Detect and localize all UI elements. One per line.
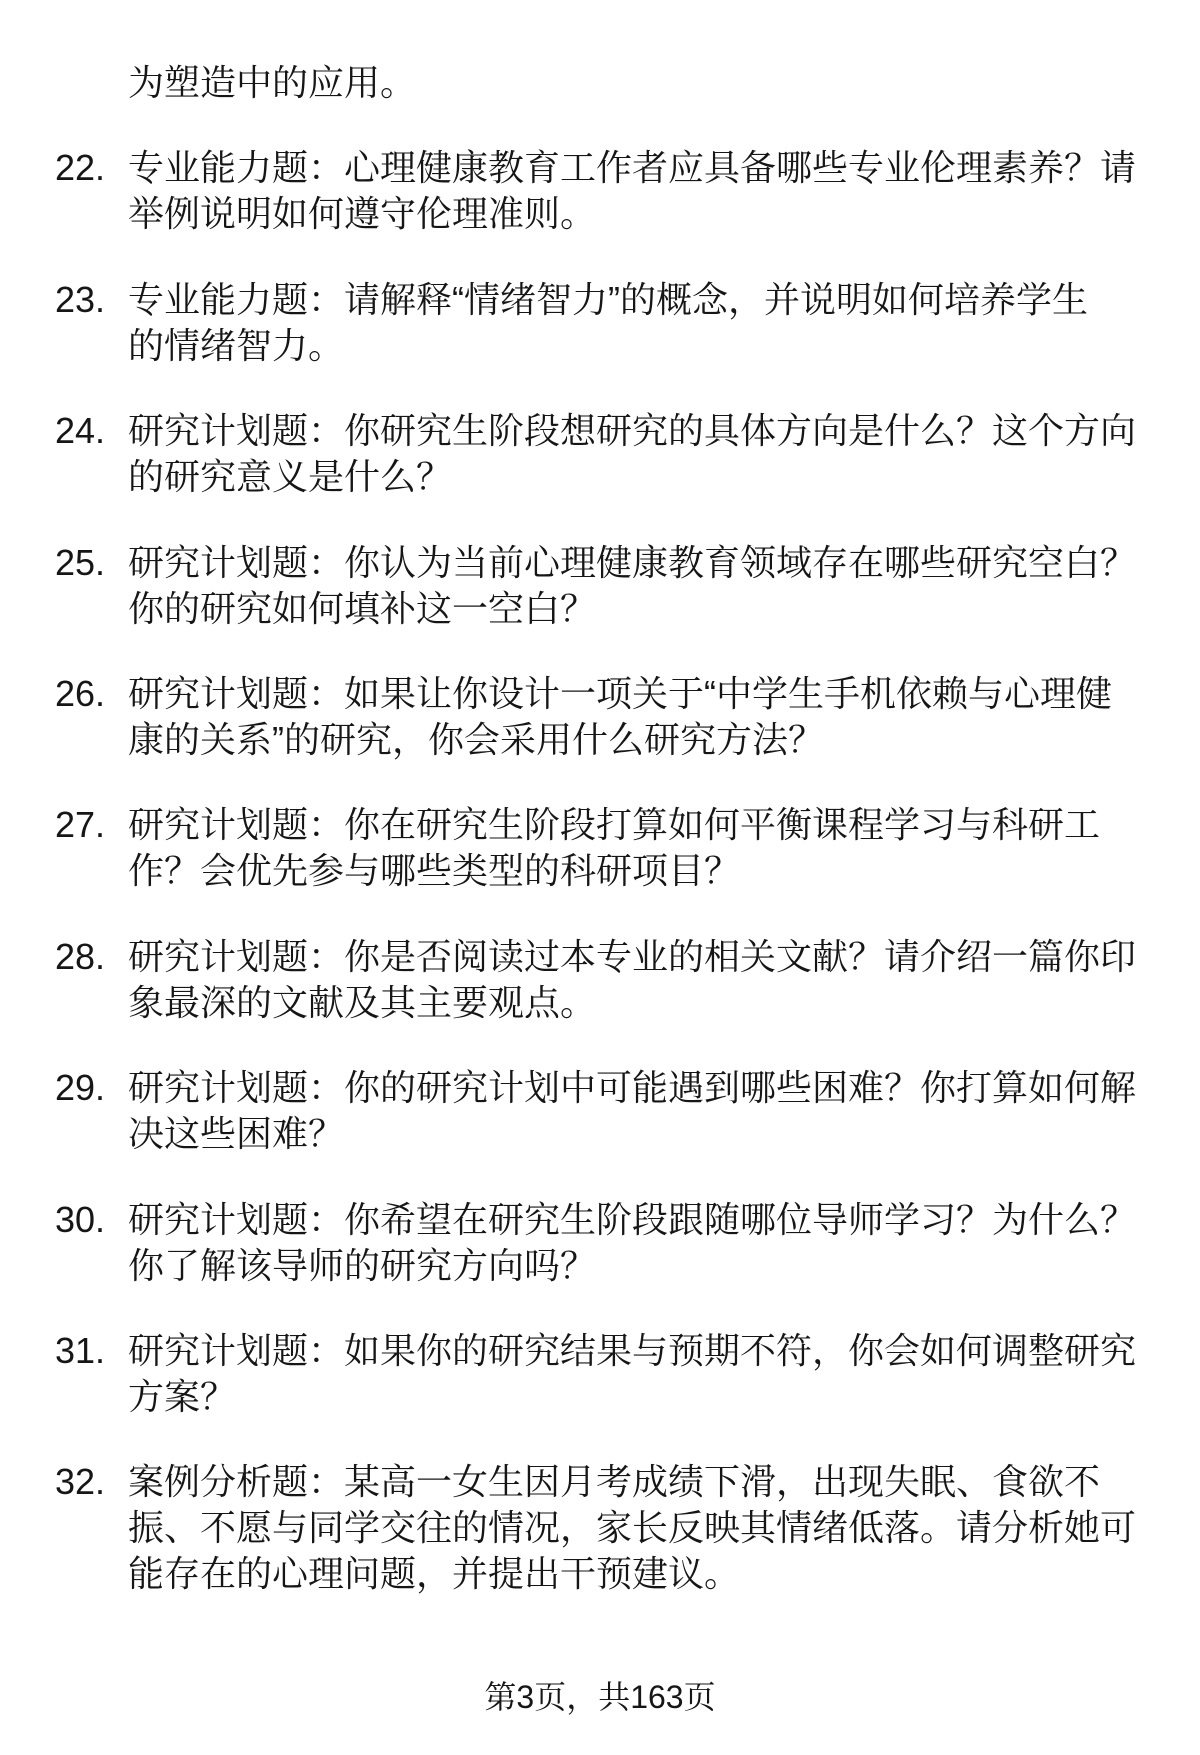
page-number-footer: 第3页，共163页 xyxy=(484,1679,716,1715)
question-item-32 xyxy=(0,1459,1200,1597)
question-number: 32. xyxy=(55,1461,106,1503)
question-text xyxy=(128,934,1200,1026)
question-item-22 xyxy=(0,145,1200,237)
question-line: 方案？ xyxy=(128,1375,237,1417)
question-number: 25. xyxy=(55,541,106,583)
question-line: 研究计划题：如果让你设计一项关于“中学生手机依赖与心理健 xyxy=(128,672,1112,714)
question-item-27 xyxy=(0,802,1200,894)
question-line: 决这些困难？ xyxy=(128,1113,345,1155)
question-line: 研究计划题：如果你的研究结果与预期不符，你会如何调整研究 xyxy=(128,1329,1137,1371)
question-text xyxy=(128,1328,1200,1420)
question-item-26 xyxy=(0,671,1200,763)
question-number: 26. xyxy=(55,672,106,714)
question-number: 30. xyxy=(55,1198,106,1240)
question-line: 的情绪智力。 xyxy=(128,324,345,366)
question-text xyxy=(128,671,1200,763)
question-line: 研究计划题：你在研究生阶段打算如何平衡课程学习与科研工 xyxy=(128,804,1101,846)
question-item-25 xyxy=(0,540,1200,632)
question-line: 研究计划题：你研究生阶段想研究的具体方向是什么？这个方向 xyxy=(128,410,1137,452)
question-number: 27. xyxy=(55,804,106,846)
question-text xyxy=(128,802,1200,894)
question-item-24 xyxy=(0,408,1200,500)
question-item-29 xyxy=(0,1065,1200,1157)
question-text xyxy=(128,277,1200,369)
question-line: 案例分析题：某高一女生因月考成绩下滑，出现失眠、食欲不 xyxy=(128,1461,1101,1503)
question-text xyxy=(128,1197,1200,1289)
question-line: 康的关系”的研究，你会采用什么研究方法？ xyxy=(128,718,824,760)
question-line: 专业能力题：心理健康教育工作者应具备哪些专业伦理素养？请 xyxy=(128,147,1137,189)
question-line: 你的研究如何填补这一空白？ xyxy=(128,587,597,629)
question-line: 专业能力题：请解释“情绪智力”的概念，并说明如何培养学生 xyxy=(128,278,1088,320)
question-line: 象最深的文献及其主要观点。 xyxy=(128,981,597,1023)
question-item-30 xyxy=(0,1197,1200,1289)
question-number: 31. xyxy=(55,1329,106,1371)
continued-text: 为塑造中的应用。 xyxy=(128,62,417,103)
question-line: 你了解该导师的研究方向吗？ xyxy=(128,1244,597,1286)
question-text xyxy=(128,1065,1200,1157)
question-text xyxy=(128,408,1200,500)
question-line: 的研究意义是什么？ xyxy=(128,456,453,498)
question-number: 24. xyxy=(55,410,106,452)
question-text xyxy=(128,540,1200,632)
question-number: 28. xyxy=(55,935,106,977)
question-line: 研究计划题：你希望在研究生阶段跟随哪位导师学习？为什么？ xyxy=(128,1198,1137,1240)
question-line: 举例说明如何遵守伦理准则。 xyxy=(128,193,597,235)
question-number: 29. xyxy=(55,1067,106,1109)
question-number: 23. xyxy=(55,278,106,320)
question-line: 研究计划题：你认为当前心理健康教育领域存在哪些研究空白？ xyxy=(128,541,1137,583)
question-text xyxy=(128,145,1200,237)
question-line: 研究计划题：你是否阅读过本专业的相关文献？请介绍一篇你印 xyxy=(128,935,1137,977)
document-page xyxy=(0,60,1200,1597)
question-number: 22. xyxy=(55,147,106,189)
question-line: 作？会优先参与哪些类型的科研项目？ xyxy=(128,850,741,892)
question-line: 研究计划题：你的研究计划中可能遇到哪些困难？你打算如何解 xyxy=(128,1067,1137,1109)
question-line: 振、不愿与同学交往的情况，家长反映其情绪低落。请分析她可 xyxy=(128,1507,1137,1549)
question-item-31 xyxy=(0,1328,1200,1420)
question-line: 能存在的心理问题，并提出干预建议。 xyxy=(128,1553,741,1595)
question-text xyxy=(128,1459,1200,1597)
question-item-28 xyxy=(0,934,1200,1026)
question-item-23 xyxy=(0,277,1200,369)
